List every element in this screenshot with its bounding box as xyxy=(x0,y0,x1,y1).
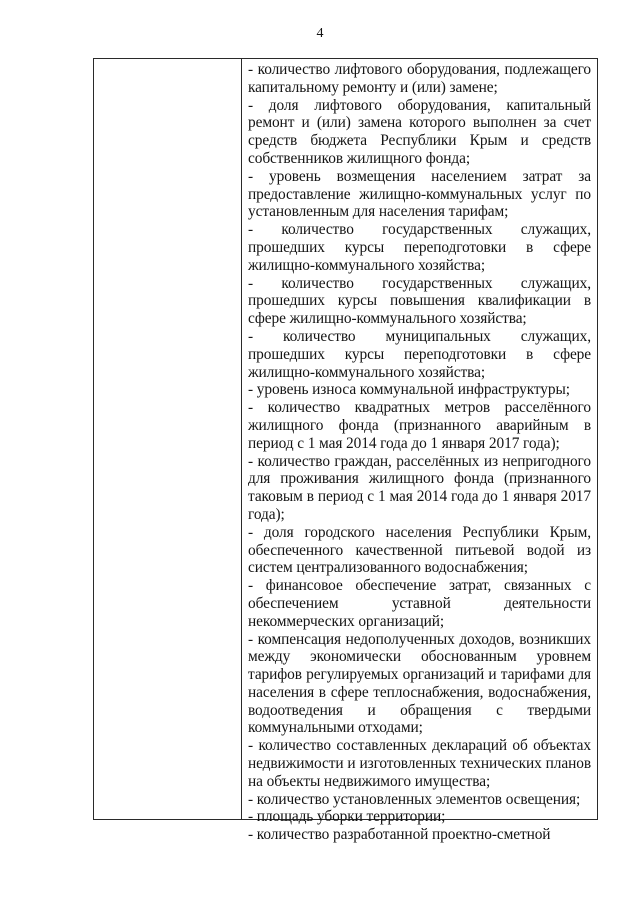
list-item: - количество разработанной проектно-сметной xyxy=(248,826,551,844)
table-right-cell xyxy=(242,59,597,844)
indicators-table xyxy=(93,58,598,844)
list-item: - количество государственных служащих, прошедших курсы переподготовки в сфере жилищно-коммунального хозяйства; xyxy=(248,221,591,274)
list-item: - количество государственных служащих, прошедших курсы повышения квалификации в сфере жилищно-коммунального хозяйства; xyxy=(248,274,591,328)
list-item: - финансовое обеспечение затрат, связанных с обеспечением уставной деятельности некоммерческих организаций; xyxy=(248,577,591,630)
list-item: - количество установленных элементов освещения; xyxy=(248,790,581,808)
list-item: - количество муниципальных служащих, прошедших курсы переподготовки в сфере жилищно-коммунального хозяйства; xyxy=(248,327,591,381)
list-item: - количество граждан, расселённых из непригодного для проживания жилищного фонда (признанного таковым в период с 1 мая 2014 года до 1 января 2017 года); xyxy=(248,452,591,523)
list-item: - площадь уборки территории; xyxy=(248,808,446,826)
list-item: - доля городского населения Республики Крым, обеспеченного качественной питьевой водой из систем централизованного водоснабжения; xyxy=(248,523,591,577)
page-number: 4 xyxy=(316,26,324,41)
list-item: - количество квадратных метров расселённого жилищного фонда (признанного аварийным в период с 1 мая 2014 года до 1 января 2017 года); xyxy=(248,399,591,452)
list-item: - уровень возмещения населением затрат за предоставление жилищно-коммунальных услуг по установленным для населения тарифам; xyxy=(248,167,591,221)
list-item: - уровень износа коммунальной инфраструктуры; xyxy=(248,381,570,399)
list-item: - количество лифтового оборудования, подлежащего капитальному ремонту и (или) замене; xyxy=(248,61,591,96)
list-item: - компенсация недополученных доходов, возникших между экономически обоснованным уровнем тарифов регулируемых организаций и тарифами для населения в сфере теплоснабжения, водоснабжения, водоотведения и обращения с твердыми коммунальными отходами; xyxy=(248,630,591,737)
list-item: - количество составленных деклараций об объектах недвижимости и изготовленных технических планов на объекты недвижимого имущества; xyxy=(248,737,591,790)
table-left-cell xyxy=(94,59,242,819)
list-item: - доля лифтового оборудования, капитальный ремонт и (или) замена которого выполнен за счет средств бюджета Республики Крым и средств собственников жилищного фонда; xyxy=(248,96,591,167)
